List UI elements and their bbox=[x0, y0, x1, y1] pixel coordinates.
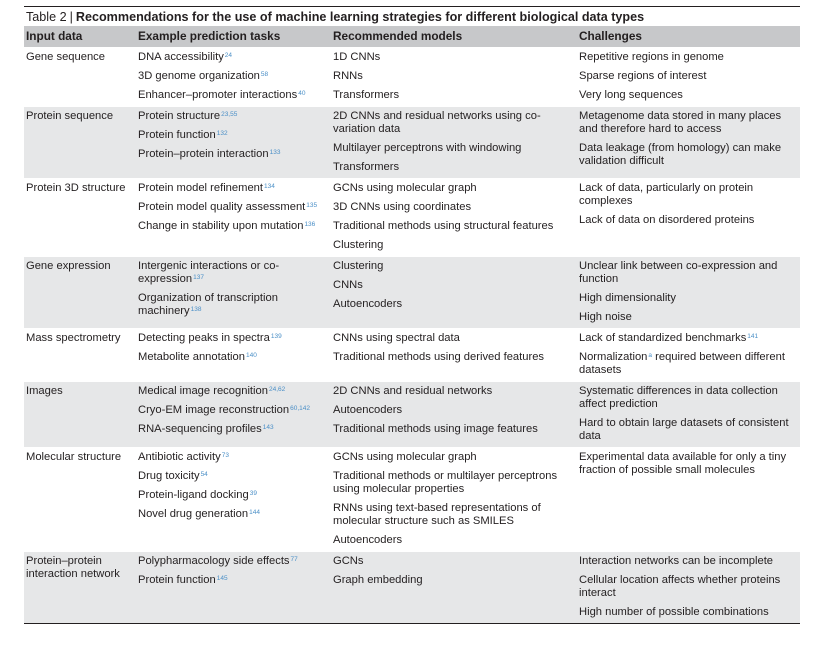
recommended-model: 2D CNNs and residual networks bbox=[333, 385, 493, 397]
recommended-models-cell bbox=[331, 329, 577, 382]
prediction-task bbox=[138, 332, 327, 345]
prediction-task-text: Medical image recognition bbox=[138, 385, 268, 397]
prediction-task-text: Detecting peaks in spectra bbox=[138, 332, 270, 344]
prediction-task bbox=[138, 201, 327, 214]
reference-superscript: 40 bbox=[298, 90, 306, 97]
input-data-cell: Protein–protein interaction network bbox=[24, 552, 136, 624]
prediction-tasks-cell bbox=[136, 48, 331, 107]
prediction-task-text: Protein function bbox=[138, 574, 216, 586]
recommended-model: Clustering bbox=[333, 260, 384, 272]
challenges-cell bbox=[577, 552, 800, 624]
recommended-model: 3D CNNs using coordinates bbox=[333, 201, 472, 213]
challenge: Sparse regions of interest bbox=[579, 70, 707, 82]
recommended-model: Autoencoders bbox=[333, 534, 403, 546]
table-bottom-rule bbox=[24, 623, 800, 624]
prediction-task-text: Metabolite annotation bbox=[138, 351, 245, 363]
column-header-prediction-tasks: Example prediction tasks bbox=[136, 26, 331, 48]
reference-superscript: 138 bbox=[190, 306, 202, 313]
input-data-cell: Molecular structure bbox=[24, 448, 136, 552]
challenge: Very long sequences bbox=[579, 89, 683, 101]
reference-superscript: 137 bbox=[193, 274, 204, 281]
prediction-task bbox=[138, 148, 327, 161]
caption-separator: | bbox=[69, 10, 73, 24]
recommended-model: Clustering bbox=[333, 239, 384, 251]
prediction-task bbox=[138, 89, 327, 102]
challenge: Systematic differences in data collection affect prediction bbox=[579, 385, 778, 410]
recommended-model: Graph embedding bbox=[333, 574, 423, 586]
prediction-task-text: RNA-sequencing profiles bbox=[138, 423, 262, 435]
challenges-cell bbox=[577, 107, 800, 179]
prediction-task-text: Novel drug generation bbox=[138, 508, 249, 520]
recommended-model: GCNs using molecular graph bbox=[333, 182, 477, 194]
recommended-model: RNNs using text-based representations of molecular structure such as SMILES bbox=[333, 502, 541, 527]
prediction-task bbox=[138, 508, 327, 521]
recommended-model: Multilayer perceptrons with windowing bbox=[333, 142, 522, 154]
prediction-task bbox=[138, 220, 327, 233]
prediction-tasks-cell bbox=[136, 179, 331, 257]
prediction-task bbox=[138, 182, 327, 195]
challenge: Interaction networks can be incomplete bbox=[579, 555, 774, 567]
table-caption bbox=[24, 6, 800, 26]
recommended-models-cell bbox=[331, 552, 577, 624]
prediction-task-text: Change in stability upon mutation bbox=[138, 220, 304, 232]
reference-superscript: 73 bbox=[221, 452, 229, 459]
challenges-cell bbox=[577, 179, 800, 257]
prediction-tasks-cell bbox=[136, 257, 331, 329]
challenge: Unclear link between co-expression and function bbox=[579, 260, 778, 285]
prediction-task bbox=[138, 470, 327, 483]
recommended-model: Transformers bbox=[333, 161, 400, 173]
table-row bbox=[24, 448, 800, 552]
reference-superscript: 134 bbox=[264, 183, 275, 190]
challenge: High number of possible combinations bbox=[579, 606, 769, 618]
challenge: Lack of data on disordered proteins bbox=[579, 214, 755, 226]
challenge-text: Lack of standardized benchmarks bbox=[579, 332, 747, 344]
reference-superscript: 135 bbox=[306, 202, 318, 209]
prediction-tasks-cell bbox=[136, 382, 331, 448]
challenges-cell bbox=[577, 48, 800, 107]
challenge: Metagenome data stored in many places and therefore hard to access bbox=[579, 110, 782, 135]
recommended-model: Traditional methods using structural features bbox=[333, 220, 554, 232]
reference-superscript: a bbox=[648, 352, 653, 359]
reference-superscript: 132 bbox=[216, 130, 228, 137]
table-row bbox=[24, 552, 800, 624]
column-header-input-data: Input data bbox=[24, 26, 136, 48]
prediction-task bbox=[138, 129, 327, 142]
prediction-task-text: Protein-ligand docking bbox=[138, 489, 249, 501]
challenge: Data leakage (from homology) can make validation difficult bbox=[579, 142, 782, 167]
reference-superscript: 24,62 bbox=[268, 386, 286, 393]
prediction-tasks-cell bbox=[136, 107, 331, 179]
prediction-task bbox=[138, 404, 327, 417]
table-title: Recommendations for the use of machine learning strategies for different biological data types bbox=[75, 10, 645, 24]
reference-superscript: 39 bbox=[249, 490, 257, 497]
prediction-task-text: Antibiotic activity bbox=[138, 451, 221, 463]
recommended-models-cell bbox=[331, 179, 577, 257]
reference-superscript: 141 bbox=[747, 333, 759, 340]
reference-superscript: 60,142 bbox=[290, 405, 310, 412]
input-data-cell: Protein sequence bbox=[24, 107, 136, 179]
reference-superscript: 136 bbox=[304, 221, 316, 228]
reference-superscript: 23,55 bbox=[221, 111, 238, 118]
reference-superscript: 143 bbox=[262, 424, 274, 431]
challenge: Experimental data available for only a tiny fraction of possible small molecules bbox=[579, 451, 787, 476]
input-data-cell: Protein 3D structure bbox=[24, 179, 136, 257]
reference-superscript: 145 bbox=[216, 575, 228, 582]
prediction-task-text: DNA accessibility bbox=[138, 51, 224, 63]
recommended-model: Autoencoders bbox=[333, 404, 403, 416]
challenges-cell bbox=[577, 382, 800, 448]
input-data-cell: Mass spectrometry bbox=[24, 329, 136, 382]
prediction-task-text: Organization of transcription machinery bbox=[138, 292, 278, 317]
prediction-task-text: Protein structure bbox=[138, 110, 221, 122]
prediction-task-text: Polypharmacology side effects bbox=[138, 555, 290, 567]
reference-superscript: 140 bbox=[245, 352, 257, 359]
table-row bbox=[24, 107, 800, 179]
recommended-model: Autoencoders bbox=[333, 298, 403, 310]
column-header-recommended-models: Recommended models bbox=[331, 26, 577, 48]
prediction-task bbox=[138, 292, 327, 318]
recommended-models-cell bbox=[331, 48, 577, 107]
challenge: High dimensionality bbox=[579, 292, 677, 304]
recommended-model: Traditional methods using image features bbox=[333, 423, 538, 435]
prediction-task-text: Protein model refinement bbox=[138, 182, 263, 194]
input-data-cell: Images bbox=[24, 382, 136, 448]
challenge: Hard to obtain large datasets of consistent data bbox=[579, 417, 789, 442]
recommended-models-cell bbox=[331, 382, 577, 448]
challenge-text-continued: required between different datasets bbox=[579, 351, 785, 376]
prediction-task-text: Intergenic interactions or co-expression bbox=[138, 260, 280, 285]
recommended-model: CNNs using spectral data bbox=[333, 332, 460, 344]
recommended-model: GCNs using molecular graph bbox=[333, 451, 477, 463]
challenge: Repetitive regions in genome bbox=[579, 51, 724, 63]
challenge: Lack of data, particularly on protein complexes bbox=[579, 182, 754, 207]
challenges-cell bbox=[577, 448, 800, 552]
prediction-task bbox=[138, 555, 327, 568]
challenge-text: Normalization bbox=[579, 351, 648, 363]
table-row bbox=[24, 257, 800, 329]
reference-superscript: 54 bbox=[200, 471, 208, 478]
prediction-task-text: Cryo-EM image reconstruction bbox=[138, 404, 290, 416]
recommended-models-cell bbox=[331, 448, 577, 552]
prediction-task-text: Protein model quality assessment bbox=[138, 201, 306, 213]
challenge bbox=[579, 332, 796, 345]
challenge bbox=[579, 351, 796, 377]
recommended-model: GCNs bbox=[333, 555, 364, 567]
prediction-task bbox=[138, 451, 327, 464]
recommended-model: Traditional methods or multilayer perceptrons using molecular properties bbox=[333, 470, 558, 495]
reference-superscript: 24 bbox=[224, 52, 233, 59]
prediction-task-text: 3D genome organization bbox=[138, 70, 260, 82]
table-label: Table 2 bbox=[26, 10, 67, 24]
prediction-task-text: Protein function bbox=[138, 129, 216, 141]
table-row bbox=[24, 382, 800, 448]
table-body bbox=[24, 48, 800, 624]
reference-superscript: 133 bbox=[269, 149, 281, 156]
prediction-task bbox=[138, 489, 327, 502]
challenge: High noise bbox=[579, 311, 632, 323]
input-data-cell: Gene sequence bbox=[24, 48, 136, 107]
prediction-task-text: Drug toxicity bbox=[138, 470, 200, 482]
prediction-task bbox=[138, 574, 327, 587]
recommended-models-cell bbox=[331, 257, 577, 329]
table-row bbox=[24, 48, 800, 107]
prediction-tasks-cell bbox=[136, 448, 331, 552]
recommended-model: 2D CNNs and residual networks using co-variation data bbox=[333, 110, 541, 135]
prediction-task bbox=[138, 110, 327, 123]
reference-superscript: 139 bbox=[270, 333, 282, 340]
reference-superscript: 58 bbox=[260, 71, 269, 78]
prediction-task bbox=[138, 351, 327, 364]
input-data-cell: Gene expression bbox=[24, 257, 136, 329]
table-header bbox=[24, 26, 800, 48]
recommended-model: Traditional methods using derived features bbox=[333, 351, 545, 363]
prediction-task bbox=[138, 260, 327, 286]
recommended-models-cell bbox=[331, 107, 577, 179]
reference-superscript: 77 bbox=[290, 556, 298, 563]
prediction-task-text: Enhancer–promoter interactions bbox=[138, 89, 298, 101]
prediction-task bbox=[138, 385, 327, 398]
header-row bbox=[24, 26, 800, 48]
recommended-model: Transformers bbox=[333, 89, 400, 101]
prediction-task bbox=[138, 70, 327, 83]
reference-superscript: 144 bbox=[249, 509, 260, 516]
prediction-tasks-cell bbox=[136, 329, 331, 382]
prediction-task bbox=[138, 423, 327, 436]
recommended-model: RNNs bbox=[333, 70, 363, 82]
challenges-cell bbox=[577, 257, 800, 329]
recommendations-table bbox=[24, 26, 800, 623]
recommended-model: CNNs bbox=[333, 279, 363, 291]
recommended-model: 1D CNNs bbox=[333, 51, 381, 63]
column-header-challenges: Challenges bbox=[577, 26, 800, 48]
table-container bbox=[24, 6, 800, 624]
prediction-tasks-cell bbox=[136, 552, 331, 624]
challenges-cell bbox=[577, 329, 800, 382]
table-row bbox=[24, 329, 800, 382]
prediction-task-text: Protein–protein interaction bbox=[138, 148, 269, 160]
table-row bbox=[24, 179, 800, 257]
prediction-task bbox=[138, 51, 327, 64]
challenge: Cellular location affects whether proteins interact bbox=[579, 574, 781, 599]
